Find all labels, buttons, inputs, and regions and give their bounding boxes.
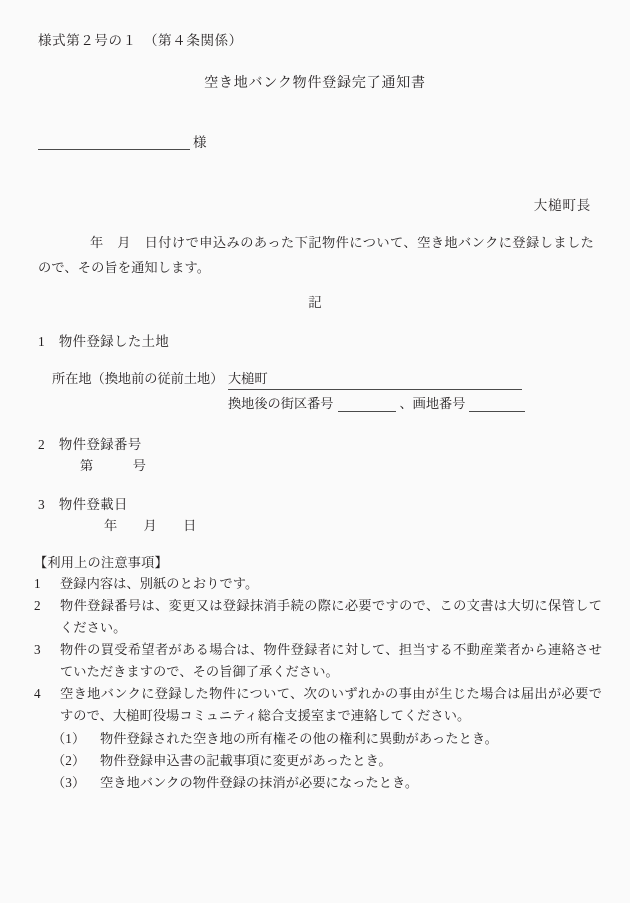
- note-number: 4: [34, 686, 41, 701]
- note-item: [34, 683, 602, 727]
- document-title: 空き地バンク物件登録完了通知書: [204, 76, 426, 91]
- registration-date-value: 年 月 日: [104, 518, 197, 533]
- kanchi-parcel-blank: [469, 396, 525, 412]
- addressee-honorific: 様: [193, 134, 207, 150]
- note-text: 空き地バンクに登録した物件について、次のいずれかの事由が生じた場合は届出が必要ですので、大槌町役場コミュニティ総合支援室まで連絡してください。: [60, 686, 602, 723]
- notes-list: [34, 573, 602, 794]
- note-item: [34, 639, 602, 683]
- issuer-name: 大槌町長: [533, 198, 591, 213]
- notes-sub-list: [34, 728, 602, 794]
- list-item: [34, 750, 602, 772]
- sub-item-text: 物件登録申込書の記載事項に変更があったとき。: [100, 753, 392, 768]
- note-text: 物件の買受希望者がある場合は、物件登録者に対して、担当する不動産業者から連絡させていただきますので、その旨御了承ください。: [60, 642, 602, 679]
- ki-marker: 記: [308, 295, 322, 310]
- list-item: [34, 728, 602, 750]
- addressee-line: [38, 132, 238, 150]
- location-value-field: 大槌町: [228, 368, 522, 390]
- section-3-heading: 3 物件登載日: [38, 497, 128, 512]
- kanchi-block-label: 換地後の街区番号: [228, 396, 334, 411]
- note-text: 登録内容は、別紙のとおりです。: [60, 576, 259, 591]
- sub-item-number: （2）: [52, 753, 86, 768]
- sub-item-text: 物件登録された空き地の所有権その他の権利に異動があったとき。: [100, 731, 498, 746]
- kanchi-block-blank: [338, 396, 396, 412]
- location-label: 所在地（換地前の従前土地）: [52, 371, 224, 386]
- note-item: [34, 595, 602, 639]
- note-text: 物件登録番号は、変更又は登録抹消手続の際に必要ですので、この文書は大切に保管してください。: [60, 598, 602, 635]
- list-item: [34, 772, 602, 794]
- sub-item-text: 空き地バンクの物件登録の抹消が必要になったとき。: [100, 775, 419, 790]
- body-paragraph: 年 月 日付けで申込みのあった下記物件について、空き地バンクに登録しましたので、その旨を通知します。: [38, 235, 594, 275]
- kanchi-block-row: [228, 393, 525, 412]
- registration-number-value: 第 号: [80, 458, 146, 473]
- addressee-blank-rule: [38, 132, 190, 150]
- section-1-heading: 1 物件登録した土地: [38, 334, 170, 349]
- form-number-label: 様式第２号の１ （第４条関係）: [38, 33, 243, 48]
- notes-title: 【利用上の注意事項】: [34, 555, 168, 570]
- section-2-heading: 2 物件登録番号: [38, 437, 142, 452]
- note-item: [34, 573, 602, 595]
- kanchi-parcel-label: 、画地番号: [399, 396, 466, 411]
- note-number: 1: [34, 576, 41, 591]
- sub-item-number: （1）: [52, 731, 86, 746]
- note-number: 3: [34, 642, 41, 657]
- sub-item-number: （3）: [52, 775, 86, 790]
- note-number: 2: [34, 598, 41, 613]
